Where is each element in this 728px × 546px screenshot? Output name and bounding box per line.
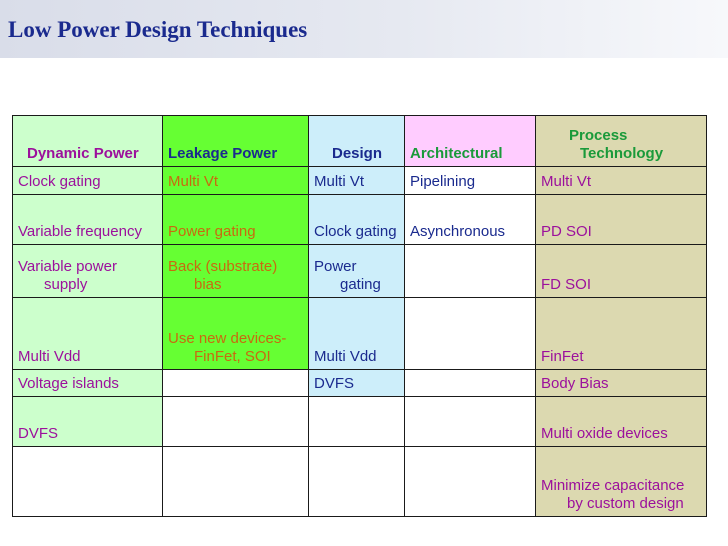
table-cell: Multi Vdd [13, 298, 163, 370]
table-cell: Power gating [163, 195, 309, 245]
table-row [13, 298, 707, 370]
table-header-row [13, 116, 707, 167]
title-bar [0, 0, 728, 58]
table-cell [405, 397, 536, 447]
table-cell [405, 447, 536, 517]
table-cell [405, 245, 536, 298]
header-architectural: Architectural [405, 116, 536, 167]
table-cell [163, 397, 309, 447]
header-design: Design [309, 116, 405, 167]
table-cell [309, 397, 405, 447]
table-row [13, 370, 707, 397]
table-cell: FinFet [536, 298, 707, 370]
table-cell: Multi Vdd [309, 298, 405, 370]
table-cell: PD SOI [536, 195, 707, 245]
table-cell: Pipelining [405, 167, 536, 195]
header-dynamic-power: Dynamic Power [13, 116, 163, 167]
table-row [13, 447, 707, 517]
table-cell: Power gating [309, 245, 405, 298]
table-cell: Back (substrate) bias [163, 245, 309, 298]
table-cell: Multi oxide devices [536, 397, 707, 447]
table-cell [163, 370, 309, 397]
table-cell [13, 447, 163, 517]
table-cell: Variable frequency [13, 195, 163, 245]
table-cell: Multi Vt [309, 167, 405, 195]
table-cell: Variable power supply [13, 245, 163, 298]
table-cell: Asynchronous [405, 195, 536, 245]
header-process-technology: Process Technology [536, 116, 707, 167]
techniques-table [12, 115, 707, 517]
header-leakage-power: Leakage Power [163, 116, 309, 167]
table-row [13, 245, 707, 298]
slide-title: Low Power Design Techniques [8, 17, 308, 42]
table-row [13, 195, 707, 245]
table-row [13, 167, 707, 195]
table-cell: Body Bias [536, 370, 707, 397]
table-cell [405, 298, 536, 370]
table-cell: Multi Vt [536, 167, 707, 195]
table-cell: Minimize capacitance by custom design [536, 447, 707, 517]
table-cell [405, 370, 536, 397]
table-cell: Voltage islands [13, 370, 163, 397]
table-cell: Use new devices- FinFet, SOI [163, 298, 309, 370]
table-cell: Multi Vt [163, 167, 309, 195]
table-cell: DVFS [13, 397, 163, 447]
table-cell: Clock gating [309, 195, 405, 245]
table-cell [309, 447, 405, 517]
table-cell: Clock gating [13, 167, 163, 195]
table-cell [163, 447, 309, 517]
table-row [13, 397, 707, 447]
table-cell: FD SOI [536, 245, 707, 298]
table-cell: DVFS [309, 370, 405, 397]
